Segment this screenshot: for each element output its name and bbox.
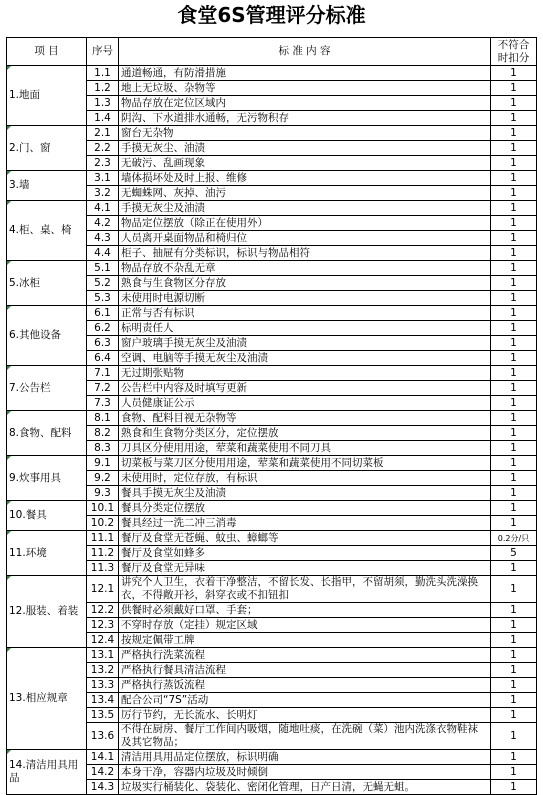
item-number: 6.2 (87, 321, 119, 336)
item-number: 11.2 (87, 546, 119, 561)
item-deduction: 5 (491, 546, 537, 561)
category-label: 6.其他设备 (9, 329, 62, 341)
table-row (7, 261, 537, 276)
category-cell (7, 648, 87, 750)
cell-corner-marker (7, 501, 11, 505)
item-deduction: 1 (491, 366, 537, 381)
cell-corner-marker (7, 171, 11, 175)
item-deduction: 1 (491, 381, 537, 396)
item-deduction: 1 (491, 648, 537, 663)
table-row (7, 201, 537, 216)
item-number: 14.3 (87, 780, 119, 795)
item-content: 无破污、乱画现象 (119, 156, 491, 171)
table-row (7, 171, 537, 186)
category-cell (7, 750, 87, 795)
item-number: 14.2 (87, 765, 119, 780)
item-deduction: 1 (491, 456, 537, 471)
category-cell (7, 261, 87, 306)
item-number: 13.6 (87, 723, 119, 750)
cell-corner-marker (7, 411, 11, 415)
item-deduction: 1 (491, 291, 537, 306)
item-content: 食物、配料目视无杂物等 (119, 411, 491, 426)
item-content: 柜子、抽屉有分类标识，标识与物品相符 (119, 246, 491, 261)
item-number: 13.2 (87, 663, 119, 678)
item-deduction: 1 (491, 171, 537, 186)
item-number: 2.1 (87, 126, 119, 141)
item-deduction: 1 (491, 780, 537, 795)
category-label: 1.地面 (9, 89, 41, 101)
item-content: 熟食与生食物区分存放 (119, 276, 491, 291)
table-row (7, 501, 537, 516)
item-content: 墙体损坏处及时上报、维修 (119, 171, 491, 186)
item-deduction: 1 (491, 561, 537, 576)
item-deduction: 1 (491, 276, 537, 291)
item-number: 9.1 (87, 456, 119, 471)
category-cell (7, 411, 87, 456)
item-number: 12.1 (87, 576, 119, 603)
item-content: 严格执行餐具清洁流程 (119, 663, 491, 678)
item-deduction: 1 (491, 678, 537, 693)
item-number: 3.1 (87, 171, 119, 186)
item-content: 配合公司“7S”活动 (119, 693, 491, 708)
item-number: 9.2 (87, 471, 119, 486)
item-number: 12.4 (87, 633, 119, 648)
item-deduction: 1 (491, 306, 537, 321)
table-row (7, 648, 537, 663)
item-content: 刀具区分使用用途，荤菜和蔬菜使用不同刀具 (119, 441, 491, 456)
item-content: 人员离开桌面物品和椅归位 (119, 231, 491, 246)
item-content: 讲究个人卫生，衣着干净整洁，不留长发、长指甲，不留胡须，勤洗头洗澡换衣，不得敞开衫，斜穿衣或不扣钮扣 (119, 576, 491, 603)
item-deduction: 1 (491, 708, 537, 723)
item-number: 10.1 (87, 501, 119, 516)
item-content: 无过期张贴物 (119, 366, 491, 381)
item-deduction: 1 (491, 501, 537, 516)
item-deduction: 1 (491, 156, 537, 171)
item-deduction: 1 (491, 618, 537, 633)
table-row (7, 366, 537, 381)
item-content: 物品存放不杂乱无章 (119, 261, 491, 276)
table-row (7, 576, 537, 603)
item-content: 地上无垃圾、杂物等 (119, 81, 491, 96)
item-content: 餐具分类定位摆放 (119, 501, 491, 516)
category-cell (7, 501, 87, 531)
item-deduction: 1 (491, 723, 537, 750)
item-deduction: 0.2分/只 (491, 531, 537, 546)
category-cell (7, 576, 87, 648)
item-number: 6.1 (87, 306, 119, 321)
item-deduction: 1 (491, 693, 537, 708)
item-content: 物品定位摆放（除正在使用外） (119, 216, 491, 231)
header-row (7, 38, 537, 66)
item-number: 1.1 (87, 66, 119, 81)
page-title: 食堂6S管理评分标准 (177, 3, 366, 27)
item-content: 餐具手摸无灰尘及油渍 (119, 486, 491, 501)
item-content: 窗台无杂物 (119, 126, 491, 141)
item-deduction: 1 (491, 426, 537, 441)
item-deduction: 1 (491, 141, 537, 156)
item-content: 手摸无灰尘及油渍 (119, 201, 491, 216)
category-cell (7, 456, 87, 501)
item-number: 12.3 (87, 618, 119, 633)
table-row (7, 456, 537, 471)
item-content: 公告栏中内容及时填写更新 (119, 381, 491, 396)
item-number: 2.3 (87, 156, 119, 171)
item-content: 空调、电脑等手摸无灰尘及油渍 (119, 351, 491, 366)
item-deduction: 1 (491, 411, 537, 426)
item-content: 餐具经过一洗二冲三消毒 (119, 516, 491, 531)
item-number: 13.1 (87, 648, 119, 663)
item-content: 手摸无灰尘、油渍 (119, 141, 491, 156)
category-cell (7, 126, 87, 171)
category-label: 7.公告栏 (9, 381, 51, 394)
item-deduction: 1 (491, 126, 537, 141)
table-row (7, 66, 537, 81)
item-content: 供餐时必须戴好口罩、手套； (119, 603, 491, 618)
item-content: 严格执行蒸饭流程 (119, 678, 491, 693)
table-row (7, 126, 537, 141)
header-content: 标 准 内 容 (119, 38, 491, 66)
item-deduction: 1 (491, 516, 537, 531)
item-number: 8.2 (87, 426, 119, 441)
table-row (7, 411, 537, 426)
category-cell (7, 66, 87, 126)
item-deduction: 1 (491, 750, 537, 765)
item-content: 正常与否有标识 (119, 306, 491, 321)
item-number: 5.3 (87, 291, 119, 306)
item-number: 5.1 (87, 261, 119, 276)
item-deduction: 1 (491, 471, 537, 486)
item-deduction: 1 (491, 765, 537, 780)
item-content: 清洁用具用品定位摆放，标识明确 (119, 750, 491, 765)
item-deduction: 1 (491, 111, 537, 126)
item-content: 人员健康证公示 (119, 396, 491, 411)
item-content: 熟食和生食物分类区分，定位摆放 (119, 426, 491, 441)
category-label: 3.墙 (9, 179, 30, 191)
cell-corner-marker (7, 201, 11, 205)
cell-corner-marker (7, 306, 11, 310)
item-deduction: 1 (491, 186, 537, 201)
item-number: 3.2 (87, 186, 119, 201)
cell-corner-marker (7, 126, 11, 130)
table-row (7, 750, 537, 765)
item-content: 餐厅及食堂无异味 (119, 561, 491, 576)
cell-corner-marker (7, 750, 11, 754)
item-number: 7.3 (87, 396, 119, 411)
cell-corner-marker (7, 576, 11, 580)
item-deduction: 1 (491, 396, 537, 411)
item-deduction: 1 (491, 633, 537, 648)
item-number: 6.3 (87, 336, 119, 351)
item-content: 按规定佩带工牌 (119, 633, 491, 648)
item-deduction: 1 (491, 66, 537, 81)
item-number: 11.3 (87, 561, 119, 576)
item-content: 不得在厨房、餐厅工作间内吸烟，随地吐痰，在洗碗（菜）池内洗涤衣物鞋袜及其它物品； (119, 723, 491, 750)
item-number: 12.2 (87, 603, 119, 618)
item-content: 阴沟、下水道排水通畅，无污物积存 (119, 111, 491, 126)
category-cell (7, 531, 87, 576)
item-deduction: 1 (491, 216, 537, 231)
category-cell (7, 171, 87, 201)
item-number: 8.1 (87, 411, 119, 426)
item-number: 4.1 (87, 201, 119, 216)
item-content: 窗户玻璃手摸无灰尘及油渍 (119, 336, 491, 351)
category-label: 5.冰柜 (9, 276, 41, 289)
table-body (7, 66, 537, 795)
item-content: 通道畅通，有防滑措施 (119, 66, 491, 81)
item-deduction: 1 (491, 261, 537, 276)
item-content: 无蜘蛛网、灰掉、油污 (119, 186, 491, 201)
item-deduction: 1 (491, 351, 537, 366)
item-number: 11.1 (87, 531, 119, 546)
item-number: 4.4 (87, 246, 119, 261)
cell-corner-marker (7, 366, 11, 370)
category-label: 4.柜、桌、椅 (9, 224, 72, 236)
item-number: 1.4 (87, 111, 119, 126)
item-deduction: 1 (491, 486, 537, 501)
category-label: 13.相应规章 (9, 692, 68, 704)
item-number: 6.4 (87, 351, 119, 366)
cell-corner-marker (7, 261, 11, 265)
table-row (7, 531, 537, 546)
category-label: 11.环境 (9, 546, 47, 559)
item-content: 标明责任人 (119, 321, 491, 336)
item-content: 本身干净，容器内垃圾及时倾倒 (119, 765, 491, 780)
item-number: 4.3 (87, 231, 119, 246)
item-deduction: 1 (491, 321, 537, 336)
cell-corner-marker (7, 456, 11, 460)
cell-corner-marker (7, 648, 11, 652)
cell-corner-marker (7, 531, 11, 535)
item-content: 严格执行洗菜流程 (119, 648, 491, 663)
header-number: 序号 (87, 38, 119, 66)
item-number: 9.3 (87, 486, 119, 501)
category-label: 2.门、窗 (9, 141, 51, 154)
item-number: 1.3 (87, 96, 119, 111)
item-deduction: 1 (491, 246, 537, 261)
category-label: 10.餐具 (9, 509, 47, 521)
item-number: 13.5 (87, 708, 119, 723)
item-number: 1.2 (87, 81, 119, 96)
category-label: 12.服装、着装 (9, 605, 79, 617)
item-deduction: 1 (491, 96, 537, 111)
item-content: 不穿时存放（定挂）规定区域 (119, 618, 491, 633)
item-deduction: 1 (491, 663, 537, 678)
item-content: 未使用时电源切断 (119, 291, 491, 306)
item-deduction: 1 (491, 231, 537, 246)
score-table (6, 37, 537, 795)
item-deduction: 1 (491, 441, 537, 456)
item-number: 5.2 (87, 276, 119, 291)
category-label: 9.炊事用具 (9, 471, 62, 484)
item-number: 7.2 (87, 381, 119, 396)
table-row (7, 306, 537, 321)
header-deduction: 不符合时扣分 (491, 38, 537, 66)
item-number: 8.3 (87, 441, 119, 456)
item-number: 13.3 (87, 678, 119, 693)
item-number: 10.2 (87, 516, 119, 531)
category-cell (7, 306, 87, 366)
item-number: 7.1 (87, 366, 119, 381)
item-deduction: 1 (491, 576, 537, 603)
cell-corner-marker (7, 66, 11, 70)
item-content: 物品存放在定位区域内 (119, 96, 491, 111)
item-number: 4.2 (87, 216, 119, 231)
item-deduction: 1 (491, 201, 537, 216)
category-cell (7, 366, 87, 411)
item-deduction: 1 (491, 81, 537, 96)
item-content: 厉行节约，无长流水、长明灯 (119, 708, 491, 723)
category-label: 8.食物、配料 (9, 426, 72, 439)
item-deduction: 1 (491, 336, 537, 351)
item-content: 垃圾实行桶装化、袋装化、密闭化管理，日产日清，无蝇无蛆。 (119, 780, 491, 795)
category-label: 14.清洁用具用品 (9, 759, 79, 784)
item-number: 13.4 (87, 693, 119, 708)
category-cell (7, 201, 87, 261)
item-content: 餐厅及食堂无苍蝇、蚊虫、蟑螂等 (119, 531, 491, 546)
header-category: 项 目 (7, 38, 87, 66)
item-deduction: 1 (491, 603, 537, 618)
item-content: 未使用时，定位存放，有标识 (119, 471, 491, 486)
item-number: 14.1 (87, 750, 119, 765)
item-number: 2.2 (87, 141, 119, 156)
item-content: 切菜板与菜刀区分使用用途，荤菜和蔬菜使用不同切菜板 (119, 456, 491, 471)
item-content: 餐厅及食堂如蜂多 (119, 546, 491, 561)
